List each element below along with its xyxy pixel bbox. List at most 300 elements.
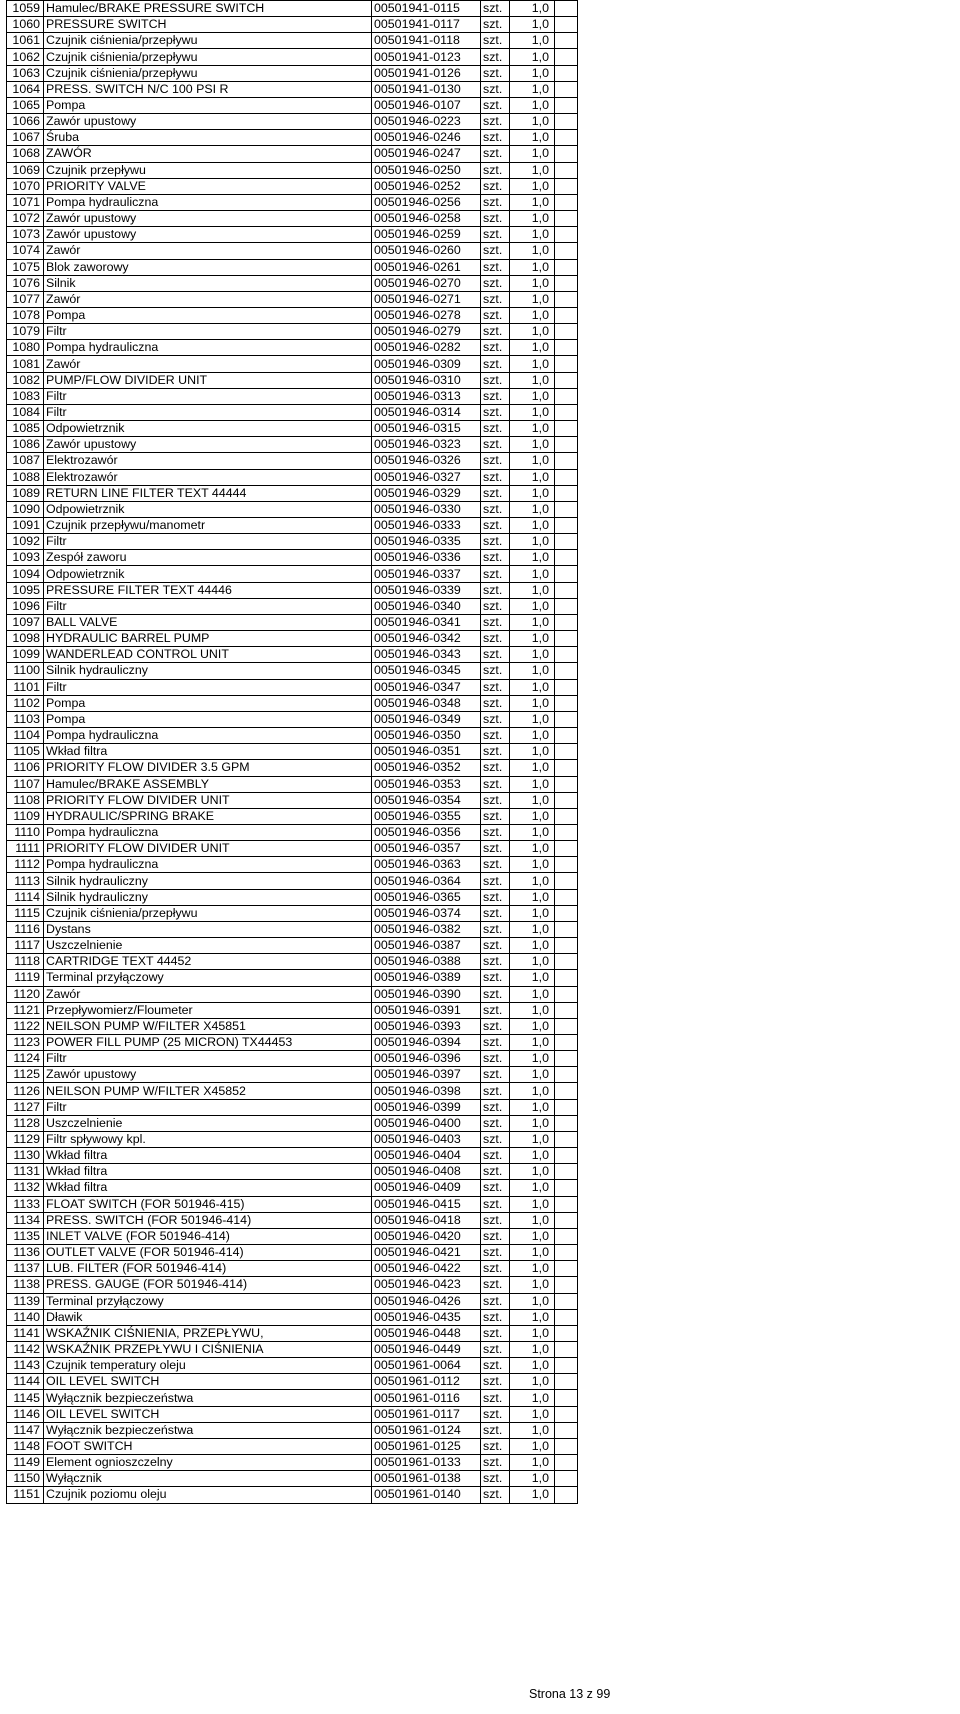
quantity-cell: 1,0	[510, 1390, 555, 1406]
part-name-cell: FOOT SWITCH	[44, 1438, 372, 1454]
row-number-cell: 1099	[7, 647, 44, 663]
row-number-cell: 1108	[7, 792, 44, 808]
empty-cell	[555, 485, 578, 501]
unit-cell: szt.	[481, 728, 510, 744]
part-name-cell: Pompa	[44, 97, 372, 113]
empty-cell	[555, 1406, 578, 1422]
quantity-cell: 1,0	[510, 1164, 555, 1180]
unit-cell: szt.	[481, 1422, 510, 1438]
empty-cell	[555, 1228, 578, 1244]
table-row	[7, 81, 578, 97]
empty-cell	[555, 1180, 578, 1196]
unit-cell: szt.	[481, 1341, 510, 1357]
empty-cell	[555, 534, 578, 550]
table-row	[7, 437, 578, 453]
empty-cell	[555, 324, 578, 340]
part-code-cell: 00501946-0330	[372, 501, 481, 517]
row-number-cell: 1084	[7, 404, 44, 420]
part-name-cell: Wyłącznik	[44, 1471, 372, 1487]
row-number-cell: 1133	[7, 1196, 44, 1212]
table-row	[7, 372, 578, 388]
part-code-cell: 00501946-0394	[372, 1035, 481, 1051]
part-name-cell: Filtr	[44, 388, 372, 404]
row-number-cell: 1142	[7, 1341, 44, 1357]
unit-cell: szt.	[481, 324, 510, 340]
row-number-cell: 1125	[7, 1067, 44, 1083]
unit-cell: szt.	[481, 986, 510, 1002]
quantity-cell: 1,0	[510, 792, 555, 808]
part-code-cell: 00501946-0336	[372, 550, 481, 566]
part-name-cell: PUMP/FLOW DIVIDER UNIT	[44, 372, 372, 388]
empty-cell	[555, 1018, 578, 1034]
empty-cell	[555, 1471, 578, 1487]
part-code-cell: 00501946-0449	[372, 1341, 481, 1357]
table-row	[7, 65, 578, 81]
quantity-cell: 1,0	[510, 711, 555, 727]
part-name-cell: Pompa hydrauliczna	[44, 857, 372, 873]
part-name-cell: WSKAŹNIK CIŚNIENIA, PRZEPŁYWU,	[44, 1325, 372, 1341]
part-code-cell: 00501961-0133	[372, 1455, 481, 1471]
empty-cell	[555, 356, 578, 372]
quantity-cell: 1,0	[510, 259, 555, 275]
row-number-cell: 1117	[7, 938, 44, 954]
empty-cell	[555, 291, 578, 307]
part-code-cell: 00501946-0390	[372, 986, 481, 1002]
part-name-cell: Odpowietrznik	[44, 501, 372, 517]
unit-cell: szt.	[481, 534, 510, 550]
table-row	[7, 1455, 578, 1471]
table-row	[7, 421, 578, 437]
part-code-cell: 00501946-0353	[372, 776, 481, 792]
empty-cell	[555, 970, 578, 986]
part-code-cell: 00501941-0118	[372, 33, 481, 49]
row-number-cell: 1073	[7, 227, 44, 243]
table-row	[7, 146, 578, 162]
empty-cell	[555, 1212, 578, 1228]
empty-cell	[555, 1277, 578, 1293]
part-code-cell: 00501946-0388	[372, 954, 481, 970]
table-row	[7, 17, 578, 33]
unit-cell: szt.	[481, 518, 510, 534]
part-name-cell: Uszczelnienie	[44, 938, 372, 954]
part-name-cell: Hamulec/BRAKE ASSEMBLY	[44, 776, 372, 792]
empty-cell	[555, 469, 578, 485]
part-code-cell: 00501946-0382	[372, 921, 481, 937]
part-name-cell: Terminal przyłączowy	[44, 1293, 372, 1309]
table-row	[7, 938, 578, 954]
unit-cell: szt.	[481, 1018, 510, 1034]
empty-cell	[555, 1245, 578, 1261]
row-number-cell: 1093	[7, 550, 44, 566]
row-number-cell: 1126	[7, 1083, 44, 1099]
row-number-cell: 1059	[7, 1, 44, 17]
part-code-cell: 00501946-0270	[372, 275, 481, 291]
row-number-cell: 1085	[7, 421, 44, 437]
part-code-cell: 00501946-0349	[372, 711, 481, 727]
part-code-cell: 00501946-0352	[372, 760, 481, 776]
part-name-cell: Czujnik przepływu/manometr	[44, 518, 372, 534]
unit-cell: szt.	[481, 1374, 510, 1390]
part-name-cell: Silnik hydrauliczny	[44, 663, 372, 679]
row-number-cell: 1129	[7, 1131, 44, 1147]
part-code-cell: 00501946-0279	[372, 324, 481, 340]
table-row	[7, 33, 578, 49]
table-row	[7, 1277, 578, 1293]
row-number-cell: 1118	[7, 954, 44, 970]
row-number-cell: 1067	[7, 130, 44, 146]
row-number-cell: 1061	[7, 33, 44, 49]
quantity-cell: 1,0	[510, 146, 555, 162]
quantity-cell: 1,0	[510, 1309, 555, 1325]
row-number-cell: 1086	[7, 437, 44, 453]
part-code-cell: 00501946-0247	[372, 146, 481, 162]
part-code-cell: 00501946-0282	[372, 340, 481, 356]
quantity-cell: 1,0	[510, 162, 555, 178]
part-code-cell: 00501946-0315	[372, 421, 481, 437]
part-name-cell: Czujnik poziomu oleju	[44, 1487, 372, 1503]
part-name-cell: Pompa	[44, 307, 372, 323]
quantity-cell: 1,0	[510, 744, 555, 760]
empty-cell	[555, 663, 578, 679]
quantity-cell: 1,0	[510, 130, 555, 146]
table-row	[7, 1035, 578, 1051]
part-name-cell: Filtr	[44, 404, 372, 420]
part-name-cell: PRIORITY VALVE	[44, 178, 372, 194]
unit-cell: szt.	[481, 1051, 510, 1067]
table-row	[7, 841, 578, 857]
empty-cell	[555, 1261, 578, 1277]
row-number-cell: 1075	[7, 259, 44, 275]
quantity-cell: 1,0	[510, 1180, 555, 1196]
table-row	[7, 582, 578, 598]
table-row	[7, 550, 578, 566]
table-row	[7, 808, 578, 824]
empty-cell	[555, 340, 578, 356]
part-code-cell: 00501946-0339	[372, 582, 481, 598]
empty-cell	[555, 437, 578, 453]
table-row	[7, 1018, 578, 1034]
unit-cell: szt.	[481, 1035, 510, 1051]
part-name-cell: INLET VALVE (FOR 501946-414)	[44, 1228, 372, 1244]
empty-cell	[555, 259, 578, 275]
table-row	[7, 501, 578, 517]
part-code-cell: 00501961-0138	[372, 1471, 481, 1487]
empty-cell	[555, 1341, 578, 1357]
unit-cell: szt.	[481, 1228, 510, 1244]
unit-cell: szt.	[481, 259, 510, 275]
part-name-cell: Wyłącznik bezpieczeństwa	[44, 1390, 372, 1406]
part-code-cell: 00501946-0374	[372, 905, 481, 921]
part-code-cell: 00501946-0387	[372, 938, 481, 954]
quantity-cell: 1,0	[510, 760, 555, 776]
row-number-cell: 1124	[7, 1051, 44, 1067]
table-row	[7, 679, 578, 695]
row-number-cell: 1148	[7, 1438, 44, 1454]
row-number-cell: 1127	[7, 1099, 44, 1115]
part-code-cell: 00501941-0126	[372, 65, 481, 81]
part-code-cell: 00501946-0309	[372, 356, 481, 372]
empty-cell	[555, 1131, 578, 1147]
quantity-cell: 1,0	[510, 114, 555, 130]
table-row	[7, 647, 578, 663]
part-code-cell: 00501961-0064	[372, 1358, 481, 1374]
unit-cell: szt.	[481, 1406, 510, 1422]
quantity-cell: 1,0	[510, 1018, 555, 1034]
unit-cell: szt.	[481, 970, 510, 986]
table-row	[7, 453, 578, 469]
unit-cell: szt.	[481, 1277, 510, 1293]
unit-cell: szt.	[481, 1438, 510, 1454]
empty-cell	[555, 986, 578, 1002]
row-number-cell: 1090	[7, 501, 44, 517]
quantity-cell: 1,0	[510, 1083, 555, 1099]
parts-table-body	[7, 1, 578, 1504]
row-number-cell: 1063	[7, 65, 44, 81]
row-number-cell: 1144	[7, 1374, 44, 1390]
unit-cell: szt.	[481, 1487, 510, 1503]
empty-cell	[555, 227, 578, 243]
empty-cell	[555, 824, 578, 840]
row-number-cell: 1145	[7, 1390, 44, 1406]
part-name-cell: PRIORITY FLOW DIVIDER UNIT	[44, 841, 372, 857]
table-row	[7, 1148, 578, 1164]
empty-cell	[555, 1374, 578, 1390]
table-row	[7, 404, 578, 420]
empty-cell	[555, 1309, 578, 1325]
part-name-cell: Odpowietrznik	[44, 421, 372, 437]
unit-cell: szt.	[481, 275, 510, 291]
row-number-cell: 1111	[7, 841, 44, 857]
quantity-cell: 1,0	[510, 356, 555, 372]
unit-cell: szt.	[481, 1325, 510, 1341]
table-row	[7, 711, 578, 727]
part-name-cell: Dławik	[44, 1309, 372, 1325]
row-number-cell: 1132	[7, 1180, 44, 1196]
part-name-cell: OIL LEVEL SWITCH	[44, 1374, 372, 1390]
part-code-cell: 00501946-0347	[372, 679, 481, 695]
quantity-cell: 1,0	[510, 453, 555, 469]
empty-cell	[555, 954, 578, 970]
quantity-cell: 1,0	[510, 1196, 555, 1212]
quantity-cell: 1,0	[510, 663, 555, 679]
table-row	[7, 194, 578, 210]
quantity-cell: 1,0	[510, 631, 555, 647]
part-name-cell: Pompa hydrauliczna	[44, 824, 372, 840]
part-code-cell: 00501946-0421	[372, 1245, 481, 1261]
row-number-cell: 1109	[7, 808, 44, 824]
part-code-cell: 00501946-0403	[372, 1131, 481, 1147]
unit-cell: szt.	[481, 469, 510, 485]
quantity-cell: 1,0	[510, 1471, 555, 1487]
table-row	[7, 889, 578, 905]
row-number-cell: 1119	[7, 970, 44, 986]
table-row	[7, 324, 578, 340]
quantity-cell: 1,0	[510, 372, 555, 388]
part-code-cell: 00501946-0348	[372, 695, 481, 711]
part-code-cell: 00501946-0355	[372, 808, 481, 824]
part-code-cell: 00501946-0260	[372, 243, 481, 259]
empty-cell	[555, 938, 578, 954]
table-row	[7, 114, 578, 130]
part-code-cell: 00501941-0117	[372, 17, 481, 33]
part-name-cell: CARTRIDGE TEXT 44452	[44, 954, 372, 970]
part-name-cell: Pompa	[44, 711, 372, 727]
unit-cell: szt.	[481, 1180, 510, 1196]
part-code-cell: 00501946-0343	[372, 647, 481, 663]
part-name-cell: PRIORITY FLOW DIVIDER UNIT	[44, 792, 372, 808]
quantity-cell: 1,0	[510, 695, 555, 711]
unit-cell: szt.	[481, 211, 510, 227]
part-code-cell: 00501946-0364	[372, 873, 481, 889]
empty-cell	[555, 275, 578, 291]
quantity-cell: 1,0	[510, 1374, 555, 1390]
part-name-cell: Blok zaworowy	[44, 259, 372, 275]
unit-cell: szt.	[481, 1115, 510, 1131]
row-number-cell: 1096	[7, 598, 44, 614]
table-row	[7, 1, 578, 17]
part-code-cell: 00501941-0123	[372, 49, 481, 65]
row-number-cell: 1104	[7, 728, 44, 744]
quantity-cell: 1,0	[510, 275, 555, 291]
quantity-cell: 1,0	[510, 954, 555, 970]
table-row	[7, 356, 578, 372]
part-name-cell: Zawór	[44, 986, 372, 1002]
part-name-cell: Czujnik ciśnienia/przepływu	[44, 905, 372, 921]
unit-cell: szt.	[481, 1002, 510, 1018]
empty-cell	[555, 711, 578, 727]
row-number-cell: 1094	[7, 566, 44, 582]
unit-cell: szt.	[481, 97, 510, 113]
part-name-cell: RETURN LINE FILTER TEXT 44444	[44, 485, 372, 501]
part-code-cell: 00501946-0435	[372, 1309, 481, 1325]
row-number-cell: 1072	[7, 211, 44, 227]
row-number-cell: 1146	[7, 1406, 44, 1422]
part-code-cell: 00501946-0356	[372, 824, 481, 840]
part-name-cell: PRIORITY FLOW DIVIDER 3.5 GPM	[44, 760, 372, 776]
unit-cell: szt.	[481, 647, 510, 663]
table-row	[7, 291, 578, 307]
table-row	[7, 1131, 578, 1147]
empty-cell	[555, 453, 578, 469]
part-name-cell: PRESSURE FILTER TEXT 44446	[44, 582, 372, 598]
part-code-cell: 00501941-0115	[372, 1, 481, 17]
part-code-cell: 00501946-0408	[372, 1164, 481, 1180]
part-name-cell: Pompa hydrauliczna	[44, 340, 372, 356]
row-number-cell: 1115	[7, 905, 44, 921]
table-row	[7, 566, 578, 582]
empty-cell	[555, 1293, 578, 1309]
part-code-cell: 00501946-0400	[372, 1115, 481, 1131]
unit-cell: szt.	[481, 938, 510, 954]
row-number-cell: 1089	[7, 485, 44, 501]
unit-cell: szt.	[481, 291, 510, 307]
table-row	[7, 1099, 578, 1115]
unit-cell: szt.	[481, 1, 510, 17]
table-row	[7, 518, 578, 534]
part-code-cell: 00501946-0345	[372, 663, 481, 679]
quantity-cell: 1,0	[510, 824, 555, 840]
empty-cell	[555, 388, 578, 404]
part-code-cell: 00501946-0329	[372, 485, 481, 501]
part-name-cell: Czujnik przepływu	[44, 162, 372, 178]
part-name-cell: NEILSON PUMP W/FILTER X45851	[44, 1018, 372, 1034]
empty-cell	[555, 1148, 578, 1164]
quantity-cell: 1,0	[510, 1455, 555, 1471]
row-number-cell: 1134	[7, 1212, 44, 1228]
empty-cell	[555, 1083, 578, 1099]
table-row	[7, 1471, 578, 1487]
part-code-cell: 00501946-0418	[372, 1212, 481, 1228]
empty-cell	[555, 647, 578, 663]
part-code-cell: 00501946-0448	[372, 1325, 481, 1341]
unit-cell: szt.	[481, 1309, 510, 1325]
unit-cell: szt.	[481, 194, 510, 210]
part-name-cell: Filtr	[44, 534, 372, 550]
quantity-cell: 1,0	[510, 518, 555, 534]
empty-cell	[555, 114, 578, 130]
empty-cell	[555, 1115, 578, 1131]
part-name-cell: Elektrozawór	[44, 453, 372, 469]
part-code-cell: 00501946-0335	[372, 534, 481, 550]
empty-cell	[555, 501, 578, 517]
unit-cell: szt.	[481, 550, 510, 566]
table-row	[7, 340, 578, 356]
unit-cell: szt.	[481, 857, 510, 873]
unit-cell: szt.	[481, 49, 510, 65]
unit-cell: szt.	[481, 356, 510, 372]
part-name-cell: Silnik hydrauliczny	[44, 889, 372, 905]
table-row	[7, 1051, 578, 1067]
table-row	[7, 1341, 578, 1357]
unit-cell: szt.	[481, 17, 510, 33]
table-row	[7, 1212, 578, 1228]
row-number-cell: 1060	[7, 17, 44, 33]
unit-cell: szt.	[481, 227, 510, 243]
part-code-cell: 00501941-0130	[372, 81, 481, 97]
unit-cell: szt.	[481, 1212, 510, 1228]
part-name-cell: WSKAŹNIK PRZEPŁYWU I CIŚNIENIA	[44, 1341, 372, 1357]
quantity-cell: 1,0	[510, 49, 555, 65]
table-row	[7, 162, 578, 178]
quantity-cell: 1,0	[510, 485, 555, 501]
part-code-cell: 00501946-0256	[372, 194, 481, 210]
quantity-cell: 1,0	[510, 550, 555, 566]
row-number-cell: 1098	[7, 631, 44, 647]
empty-cell	[555, 97, 578, 113]
quantity-cell: 1,0	[510, 1212, 555, 1228]
part-name-cell: Filtr	[44, 679, 372, 695]
row-number-cell: 1151	[7, 1487, 44, 1503]
empty-cell	[555, 307, 578, 323]
part-name-cell: OUTLET VALVE (FOR 501946-414)	[44, 1245, 372, 1261]
quantity-cell: 1,0	[510, 679, 555, 695]
table-row	[7, 1083, 578, 1099]
part-name-cell: Terminal przyłączowy	[44, 970, 372, 986]
row-number-cell: 1139	[7, 1293, 44, 1309]
unit-cell: szt.	[481, 614, 510, 630]
part-name-cell: NEILSON PUMP W/FILTER X45852	[44, 1083, 372, 1099]
part-code-cell: 00501946-0420	[372, 1228, 481, 1244]
part-name-cell: Filtr	[44, 1099, 372, 1115]
part-name-cell: LUB. FILTER (FOR 501946-414)	[44, 1261, 372, 1277]
quantity-cell: 1,0	[510, 1115, 555, 1131]
row-number-cell: 1110	[7, 824, 44, 840]
quantity-cell: 1,0	[510, 243, 555, 259]
quantity-cell: 1,0	[510, 776, 555, 792]
row-number-cell: 1137	[7, 1261, 44, 1277]
table-row	[7, 1438, 578, 1454]
row-number-cell: 1069	[7, 162, 44, 178]
